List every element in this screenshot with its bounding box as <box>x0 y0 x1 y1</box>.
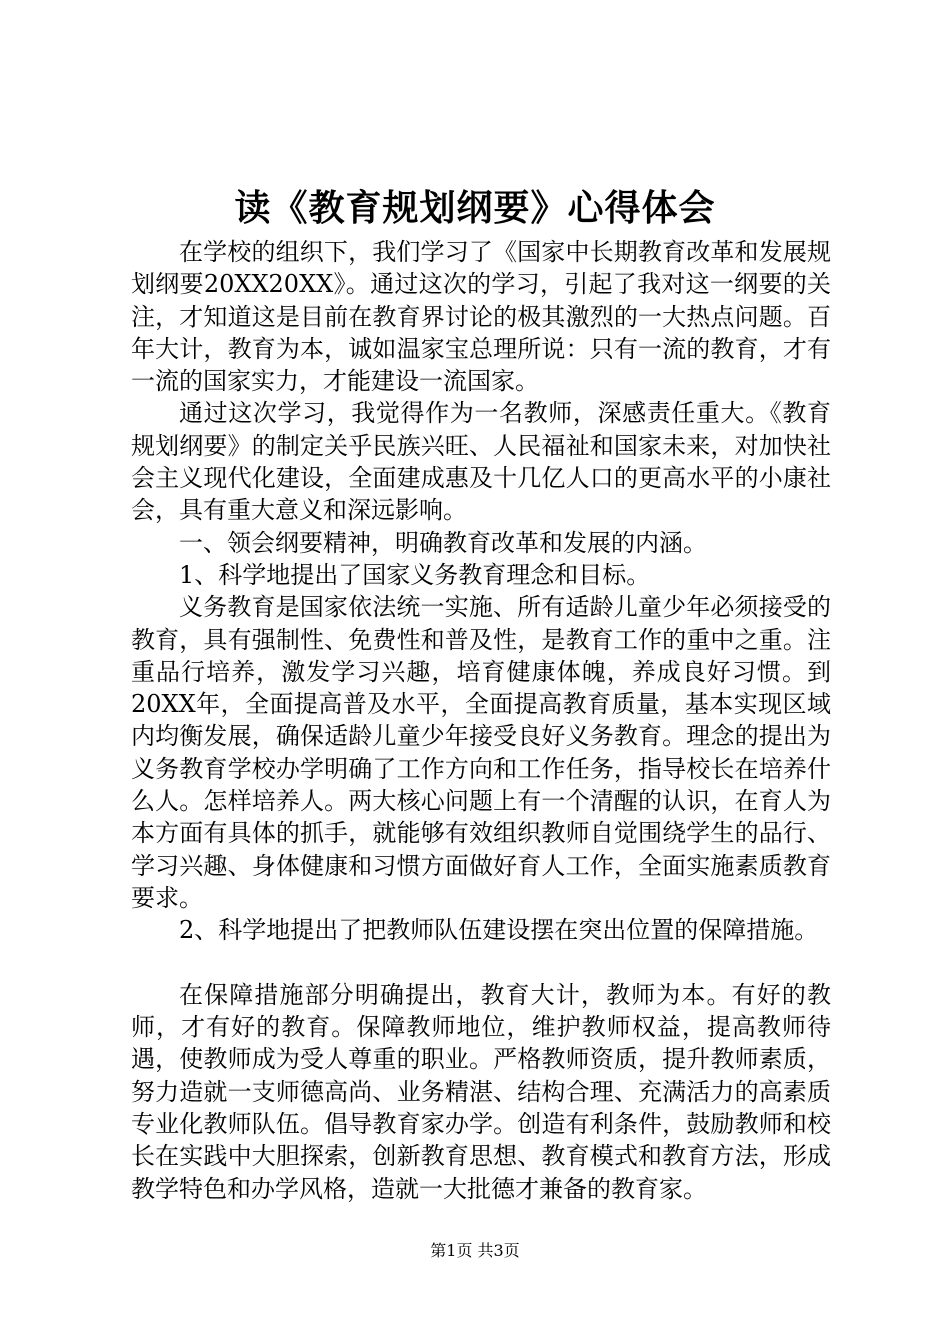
document-title: 读《教育规划纲要》心得体会 <box>234 187 716 229</box>
subheading-2: 2、科学地提出了把教师队伍建设摆在突出位置的保障措施。 <box>179 916 819 945</box>
paragraph-responsibility: 通过这次学习，我觉得作为一名教师，深感责任重大。《教育规划纲要》的制定关乎民族兴旺、人民福祉和国家未来，对加快社会主义现代化建设，全面建成惠及十几亿人口的更高水平的小康社会，具有重大意义和深远影响。 <box>131 399 831 525</box>
subheading-1: 1、科学地提出了国家义务教育理念和目标。 <box>179 560 651 589</box>
paragraph-intro: 在学校的组织下，我们学习了《国家中长期教育改革和发展规划纲要20XX20XX》。通过这次的学习，引起了我对这一纲要的关注，才知道这是目前在教育界讨论的极其激烈的一大热点问题。百年大计，教育为本，诚如温家宝总理所说：只有一流的教育，才有一流的国家实力，才能建设一流国家。 <box>131 238 831 396</box>
paragraph-teacher-guarantee: 在保障措施部分明确提出，教育大计，教师为本。有好的教师，才有好的教育。保障教师地位，维护教师权益，提高教师待遇，使教师成为受人尊重的职业。严格教师资质，提升教师素质，努力造就一支师德高尚、业务精湛、结构合理、充满活力的高素质专业化教师队伍。倡导教育家办学。创造有利条件，鼓励教师和校长在实践中大胆探索，创新教育思想、教育模式和教育方法，形成教学特色和办学风格，造就一大批德才兼备的教育家。 <box>131 980 831 1203</box>
page-footer: 第1页 共3页 <box>430 1241 520 1260</box>
paragraph-compulsory-education: 义务教育是国家依法统一实施、所有适龄儿童少年必须接受的教育，具有强制性、免费性和普及性，是教育工作的重中之重。注重品行培养，激发学习兴趣，培育健康体魄，养成良好习惯。到20XX年，全面提高普及水平，全面提高教育质量，基本实现区域内均衡发展，确保适龄儿童少年接受良好义务教育。理念的提出为义务教育学校办学明确了工作方向和工作任务，指导校长在培养什么人。怎样培养人。两大核心问题上有一个清醒的认识，在育人为本方面有具体的抓手，就能够有效组织教师自觉围绕学生的品行、学习兴趣、身体健康和习惯方面做好育人工作，全面实施素质教育要求。 <box>131 593 831 912</box>
section-heading-1: 一、领会纲要精神，明确教育改革和发展的内涵。 <box>179 528 707 557</box>
document-body <box>131 236 831 1205</box>
